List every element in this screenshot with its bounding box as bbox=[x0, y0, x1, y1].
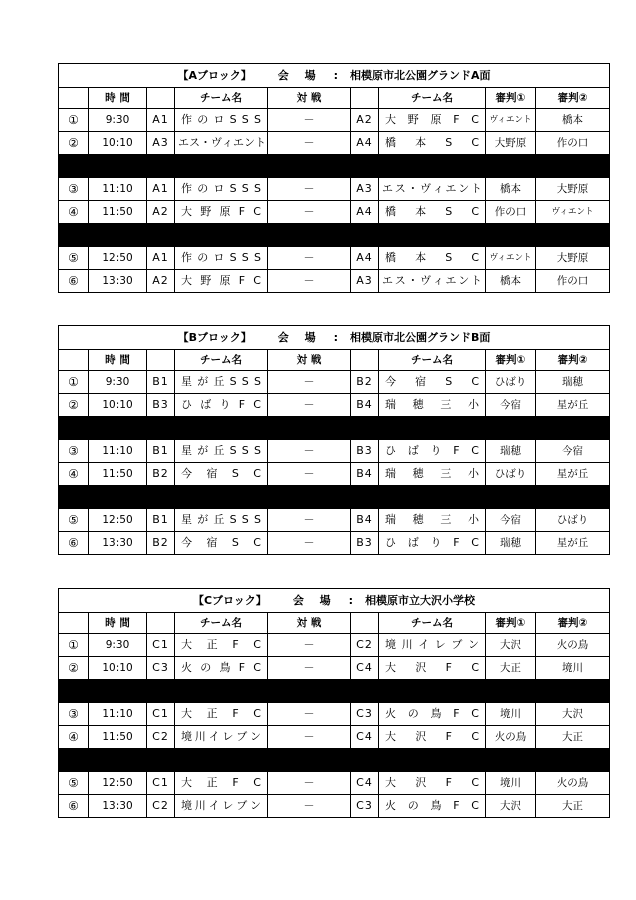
home-team-code: B2 bbox=[147, 463, 175, 486]
match-row bbox=[59, 109, 610, 132]
away-team-name: エ ス ・ ヴ ィ エ ン ト bbox=[382, 182, 482, 195]
home-team-cell bbox=[175, 247, 268, 270]
away-team-cell bbox=[379, 440, 486, 463]
referee-2: 作の口 bbox=[536, 270, 610, 293]
schedule-table bbox=[58, 588, 610, 818]
away-team-cell bbox=[379, 703, 486, 726]
match-number: ⑥ bbox=[59, 532, 89, 555]
referee-2: 大沢 bbox=[536, 703, 610, 726]
vs-dash: － bbox=[268, 371, 351, 394]
home-team-code: C1 bbox=[147, 772, 175, 795]
header-home-team: チーム名 bbox=[175, 350, 268, 371]
header-referee-2: 審判② bbox=[536, 88, 610, 109]
home-team-cell bbox=[175, 394, 268, 417]
away-team-name: 大 沢 F C bbox=[385, 776, 479, 789]
match-time: 11:10 bbox=[89, 703, 147, 726]
referee-2: 瑞穂 bbox=[536, 371, 610, 394]
break-row bbox=[59, 486, 610, 509]
header-away-team: チーム名 bbox=[379, 88, 486, 109]
match-time: 13:30 bbox=[89, 532, 147, 555]
vs-dash: － bbox=[268, 440, 351, 463]
vs-dash: － bbox=[268, 394, 351, 417]
match-number: ③ bbox=[59, 178, 89, 201]
away-team-name: 火 の 鳥 F C bbox=[385, 799, 479, 812]
header-cell-empty bbox=[351, 613, 379, 634]
match-time: 11:50 bbox=[89, 463, 147, 486]
home-team-name: 大 正 F C bbox=[181, 707, 261, 720]
match-time: 9:30 bbox=[89, 634, 147, 657]
home-team-code: B1 bbox=[147, 440, 175, 463]
referee-1: 火の鳥 bbox=[486, 726, 536, 749]
away-team-cell bbox=[379, 178, 486, 201]
match-number: ③ bbox=[59, 440, 89, 463]
match-row bbox=[59, 532, 610, 555]
home-team-code: A2 bbox=[147, 270, 175, 293]
match-row bbox=[59, 132, 610, 155]
home-team-code: B2 bbox=[147, 532, 175, 555]
header-vs: 対 戦 bbox=[268, 613, 351, 634]
home-team-code: A1 bbox=[147, 109, 175, 132]
block-title-row bbox=[59, 589, 610, 613]
home-team-name: 境 川 イ レ ブ ン bbox=[181, 799, 261, 812]
referee-1: ヴィエント bbox=[486, 109, 536, 132]
home-team-name: 火 の 鳥 F C bbox=[181, 661, 261, 674]
referee-1: 大正 bbox=[486, 657, 536, 680]
header-cell-empty bbox=[59, 350, 89, 371]
match-row bbox=[59, 634, 610, 657]
match-row bbox=[59, 726, 610, 749]
header-cell-empty bbox=[147, 88, 175, 109]
home-team-name: 星 が 丘 S S S bbox=[181, 444, 261, 457]
away-team-code: A3 bbox=[351, 178, 379, 201]
vs-dash: － bbox=[268, 247, 351, 270]
home-team-cell bbox=[175, 440, 268, 463]
away-team-name: 大 沢 F C bbox=[385, 730, 479, 743]
header-away-team: チーム名 bbox=[379, 613, 486, 634]
match-number: ⑤ bbox=[59, 772, 89, 795]
match-row bbox=[59, 247, 610, 270]
match-time: 12:50 bbox=[89, 772, 147, 795]
vs-dash: － bbox=[268, 657, 351, 680]
home-team-name: 今 宿 S C bbox=[181, 467, 261, 480]
venue-name: 相模原市立大沢小学校 bbox=[365, 594, 476, 607]
referee-1: 大野原 bbox=[486, 132, 536, 155]
match-time: 10:10 bbox=[89, 657, 147, 680]
home-team-cell bbox=[175, 463, 268, 486]
vs-dash: － bbox=[268, 509, 351, 532]
header-vs: 対 戦 bbox=[268, 350, 351, 371]
home-team-cell bbox=[175, 726, 268, 749]
away-team-name: 火 の 鳥 F C bbox=[385, 707, 479, 720]
header-referee-2: 審判② bbox=[536, 350, 610, 371]
home-team-name: 作 の ロ S S S bbox=[181, 182, 261, 195]
block-title-row bbox=[59, 64, 610, 88]
referee-2: 大正 bbox=[536, 726, 610, 749]
home-team-name: ひ ば り F C bbox=[181, 398, 261, 411]
venue-label: 会 場 bbox=[277, 331, 322, 344]
home-team-code: B1 bbox=[147, 371, 175, 394]
header-cell-empty bbox=[147, 613, 175, 634]
venue-name: 相模原市北公園グランドB面 bbox=[350, 331, 491, 344]
venue-colon: : bbox=[333, 331, 339, 344]
vs-dash: － bbox=[268, 109, 351, 132]
home-team-name: 大 正 F C bbox=[181, 776, 261, 789]
home-team-cell bbox=[175, 201, 268, 224]
venue-label: 会 場 bbox=[292, 594, 337, 607]
referee-2: 橋本 bbox=[536, 109, 610, 132]
referee-1: 大沢 bbox=[486, 634, 536, 657]
home-team-cell bbox=[175, 109, 268, 132]
away-team-cell bbox=[379, 109, 486, 132]
match-time: 12:50 bbox=[89, 247, 147, 270]
away-team-code: A4 bbox=[351, 247, 379, 270]
header-cell-empty bbox=[59, 88, 89, 109]
vs-dash: － bbox=[268, 132, 351, 155]
match-number: ① bbox=[59, 634, 89, 657]
match-time: 9:30 bbox=[89, 109, 147, 132]
venue-colon: : bbox=[333, 69, 339, 82]
away-team-name: 境 川 イ レ ブ ン bbox=[385, 638, 479, 651]
match-number: ⑥ bbox=[59, 270, 89, 293]
home-team-code: A1 bbox=[147, 178, 175, 201]
referee-2: 星が丘 bbox=[536, 532, 610, 555]
referee-1: ひばり bbox=[486, 463, 536, 486]
referee-2: 境川 bbox=[536, 657, 610, 680]
header-cell-empty bbox=[147, 350, 175, 371]
home-team-cell bbox=[175, 132, 268, 155]
match-number: ④ bbox=[59, 463, 89, 486]
away-team-cell bbox=[379, 132, 486, 155]
header-cell-empty bbox=[351, 350, 379, 371]
header-time: 時 間 bbox=[89, 613, 147, 634]
away-team-name: 橋 本 S C bbox=[385, 205, 479, 218]
home-team-name: 作 の ロ S S S bbox=[181, 251, 261, 264]
match-time: 13:30 bbox=[89, 270, 147, 293]
vs-dash: － bbox=[268, 178, 351, 201]
away-team-code: B3 bbox=[351, 440, 379, 463]
away-team-name: 瑞 穂 三 小 bbox=[385, 513, 479, 526]
block-title bbox=[59, 326, 610, 350]
break-row bbox=[59, 224, 610, 247]
break-row bbox=[59, 749, 610, 772]
vs-dash: － bbox=[268, 270, 351, 293]
header-time: 時 間 bbox=[89, 88, 147, 109]
match-number: ① bbox=[59, 371, 89, 394]
away-team-code: A2 bbox=[351, 109, 379, 132]
home-team-cell bbox=[175, 772, 268, 795]
match-row bbox=[59, 178, 610, 201]
block-title bbox=[59, 589, 610, 613]
away-team-name: ひ ば り F C bbox=[385, 536, 479, 549]
away-team-name: 今 宿 S C bbox=[385, 375, 479, 388]
away-team-name: エ ス ・ ヴ ィ エ ン ト bbox=[382, 274, 482, 287]
header-referee-1: 審判① bbox=[486, 613, 536, 634]
match-time: 11:50 bbox=[89, 726, 147, 749]
home-team-name: 今 宿 S C bbox=[181, 536, 261, 549]
vs-dash: － bbox=[268, 201, 351, 224]
match-row bbox=[59, 795, 610, 818]
referee-1: 境川 bbox=[486, 772, 536, 795]
header-home-team: チーム名 bbox=[175, 88, 268, 109]
match-time: 13:30 bbox=[89, 795, 147, 818]
match-time: 9:30 bbox=[89, 371, 147, 394]
home-team-code: C1 bbox=[147, 703, 175, 726]
referee-2: 星が丘 bbox=[536, 463, 610, 486]
match-number: ② bbox=[59, 394, 89, 417]
home-team-cell bbox=[175, 634, 268, 657]
home-team-cell bbox=[175, 509, 268, 532]
header-home-team: チーム名 bbox=[175, 613, 268, 634]
away-team-cell bbox=[379, 371, 486, 394]
match-time: 11:10 bbox=[89, 178, 147, 201]
break-bar bbox=[59, 155, 610, 178]
away-team-cell bbox=[379, 201, 486, 224]
break-bar bbox=[59, 749, 610, 772]
referee-1: 橋本 bbox=[486, 270, 536, 293]
home-team-name: 境 川 イ レ ブ ン bbox=[181, 730, 261, 743]
header-vs: 対 戦 bbox=[268, 88, 351, 109]
match-row bbox=[59, 509, 610, 532]
match-row bbox=[59, 703, 610, 726]
schedule-table bbox=[58, 63, 610, 293]
home-team-cell bbox=[175, 657, 268, 680]
vs-dash: － bbox=[268, 772, 351, 795]
venue-label: 会 場 bbox=[277, 69, 322, 82]
header-row bbox=[59, 88, 610, 109]
away-team-code: B4 bbox=[351, 509, 379, 532]
header-row bbox=[59, 613, 610, 634]
away-team-cell bbox=[379, 247, 486, 270]
block-label: 【Bブロック】 bbox=[177, 331, 252, 344]
away-team-cell bbox=[379, 394, 486, 417]
home-team-code: B1 bbox=[147, 509, 175, 532]
header-row bbox=[59, 350, 610, 371]
home-team-code: A3 bbox=[147, 132, 175, 155]
referee-2: 作の口 bbox=[536, 132, 610, 155]
vs-dash: － bbox=[268, 634, 351, 657]
referee-2: ヴィエント bbox=[536, 201, 610, 224]
home-team-name: 大 野 原 F C bbox=[181, 205, 261, 218]
away-team-cell bbox=[379, 270, 486, 293]
schedule-table bbox=[58, 325, 610, 555]
referee-1: ヴィエント bbox=[486, 247, 536, 270]
home-team-cell bbox=[175, 270, 268, 293]
referee-1: 瑞穂 bbox=[486, 532, 536, 555]
block-label: 【Aブロック】 bbox=[177, 69, 252, 82]
break-bar bbox=[59, 486, 610, 509]
home-team-code: C3 bbox=[147, 657, 175, 680]
home-team-name: 星 が 丘 S S S bbox=[181, 375, 261, 388]
header-referee-1: 審判① bbox=[486, 88, 536, 109]
away-team-name: 橋 本 S C bbox=[385, 251, 479, 264]
away-team-code: C4 bbox=[351, 726, 379, 749]
match-number: ④ bbox=[59, 726, 89, 749]
vs-dash: － bbox=[268, 703, 351, 726]
away-team-cell bbox=[379, 463, 486, 486]
match-row bbox=[59, 463, 610, 486]
match-row bbox=[59, 394, 610, 417]
schedule-block bbox=[58, 325, 609, 555]
match-number: ④ bbox=[59, 201, 89, 224]
match-time: 10:10 bbox=[89, 132, 147, 155]
vs-dash: － bbox=[268, 726, 351, 749]
match-number: ⑤ bbox=[59, 509, 89, 532]
home-team-name: 大 野 原 F C bbox=[181, 274, 261, 287]
home-team-name: 大 正 F C bbox=[181, 638, 261, 651]
referee-1: 大沢 bbox=[486, 795, 536, 818]
header-away-team: チーム名 bbox=[379, 350, 486, 371]
away-team-cell bbox=[379, 532, 486, 555]
home-team-code: C1 bbox=[147, 634, 175, 657]
home-team-cell bbox=[175, 178, 268, 201]
match-time: 12:50 bbox=[89, 509, 147, 532]
referee-2: 今宿 bbox=[536, 440, 610, 463]
away-team-code: B4 bbox=[351, 463, 379, 486]
away-team-cell bbox=[379, 634, 486, 657]
away-team-name: 瑞 穂 三 小 bbox=[385, 398, 479, 411]
schedule-block bbox=[58, 588, 609, 818]
away-team-code: B2 bbox=[351, 371, 379, 394]
away-team-code: C3 bbox=[351, 795, 379, 818]
referee-1: 橋本 bbox=[486, 178, 536, 201]
away-team-name: 大 野 原 F C bbox=[385, 113, 479, 126]
referee-2: 火の鳥 bbox=[536, 772, 610, 795]
away-team-code: A4 bbox=[351, 201, 379, 224]
header-referee-2: 審判② bbox=[536, 613, 610, 634]
referee-1: 境川 bbox=[486, 703, 536, 726]
match-time: 11:10 bbox=[89, 440, 147, 463]
referee-2: 大正 bbox=[536, 795, 610, 818]
referee-2: 大野原 bbox=[536, 247, 610, 270]
match-number: ② bbox=[59, 132, 89, 155]
away-team-cell bbox=[379, 726, 486, 749]
away-team-cell bbox=[379, 657, 486, 680]
header-cell-empty bbox=[351, 88, 379, 109]
away-team-code: C4 bbox=[351, 772, 379, 795]
match-number: ⑤ bbox=[59, 247, 89, 270]
venue-colon: : bbox=[348, 594, 354, 607]
match-row bbox=[59, 657, 610, 680]
break-bar bbox=[59, 417, 610, 440]
home-team-code: A1 bbox=[147, 247, 175, 270]
away-team-name: 橋 本 S C bbox=[385, 136, 479, 149]
referee-1: ひばり bbox=[486, 371, 536, 394]
header-referee-1: 審判① bbox=[486, 350, 536, 371]
match-row bbox=[59, 201, 610, 224]
home-team-name: 星 が 丘 S S S bbox=[181, 513, 261, 526]
break-bar bbox=[59, 224, 610, 247]
away-team-cell bbox=[379, 509, 486, 532]
block-title-row bbox=[59, 326, 610, 350]
break-bar bbox=[59, 680, 610, 703]
home-team-cell bbox=[175, 371, 268, 394]
away-team-cell bbox=[379, 772, 486, 795]
referee-2: ひばり bbox=[536, 509, 610, 532]
away-team-code: B4 bbox=[351, 394, 379, 417]
away-team-name: 大 沢 F C bbox=[385, 661, 479, 674]
break-row bbox=[59, 155, 610, 178]
home-team-code: B3 bbox=[147, 394, 175, 417]
schedule-block bbox=[58, 63, 609, 293]
vs-dash: － bbox=[268, 463, 351, 486]
away-team-name: ひ ば り F C bbox=[385, 444, 479, 457]
break-row bbox=[59, 680, 610, 703]
vs-dash: － bbox=[268, 532, 351, 555]
referee-2: 大野原 bbox=[536, 178, 610, 201]
away-team-cell bbox=[379, 795, 486, 818]
match-time: 11:50 bbox=[89, 201, 147, 224]
home-team-code: C2 bbox=[147, 795, 175, 818]
home-team-name: 作 の ロ S S S bbox=[181, 113, 261, 126]
header-cell-empty bbox=[59, 613, 89, 634]
home-team-code: A2 bbox=[147, 201, 175, 224]
away-team-code: A4 bbox=[351, 132, 379, 155]
referee-2: 星が丘 bbox=[536, 394, 610, 417]
referee-1: 今宿 bbox=[486, 509, 536, 532]
break-row bbox=[59, 417, 610, 440]
referee-1: 作の口 bbox=[486, 201, 536, 224]
away-team-code: A3 bbox=[351, 270, 379, 293]
match-number: ③ bbox=[59, 703, 89, 726]
match-number: ⑥ bbox=[59, 795, 89, 818]
referee-1: 今宿 bbox=[486, 394, 536, 417]
away-team-code: C4 bbox=[351, 657, 379, 680]
match-number: ② bbox=[59, 657, 89, 680]
match-number: ① bbox=[59, 109, 89, 132]
vs-dash: － bbox=[268, 795, 351, 818]
header-time: 時 間 bbox=[89, 350, 147, 371]
home-team-name: エ ス ・ ヴ ィ エ ン ト bbox=[178, 136, 266, 149]
away-team-code: C3 bbox=[351, 703, 379, 726]
match-time: 10:10 bbox=[89, 394, 147, 417]
block-label: 【Cブロック】 bbox=[192, 594, 267, 607]
home-team-cell bbox=[175, 703, 268, 726]
home-team-cell bbox=[175, 532, 268, 555]
match-row bbox=[59, 270, 610, 293]
referee-1: 瑞穂 bbox=[486, 440, 536, 463]
home-team-cell bbox=[175, 795, 268, 818]
block-title bbox=[59, 64, 610, 88]
match-row bbox=[59, 440, 610, 463]
away-team-name: 瑞 穂 三 小 bbox=[385, 467, 479, 480]
away-team-code: B3 bbox=[351, 532, 379, 555]
away-team-code: C2 bbox=[351, 634, 379, 657]
match-row bbox=[59, 371, 610, 394]
venue-name: 相模原市北公園グランドA面 bbox=[350, 69, 491, 82]
referee-2: 火の鳥 bbox=[536, 634, 610, 657]
match-row bbox=[59, 772, 610, 795]
home-team-code: C2 bbox=[147, 726, 175, 749]
